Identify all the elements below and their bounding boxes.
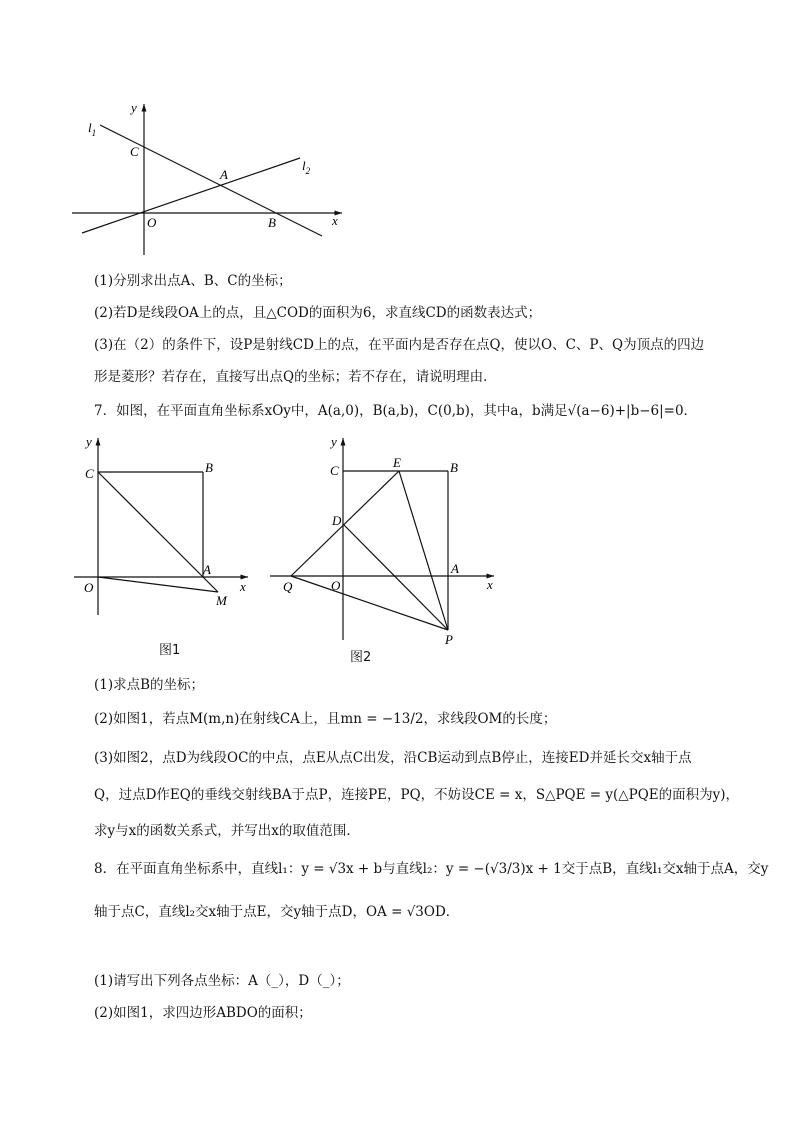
label-Q: Q	[283, 579, 293, 594]
label-y: y	[331, 434, 337, 449]
label-O: O	[84, 580, 94, 595]
segment-EQ	[291, 471, 399, 576]
label-A: A	[220, 167, 228, 182]
q6-part1: (1)分别求出点A、B、C的坐标；	[94, 273, 292, 289]
label-A: A	[203, 562, 211, 577]
figure-7-1-caption: 图1	[159, 643, 181, 658]
label-y: y	[131, 100, 137, 115]
q6-part3-line2: 形是菱形？若存在，直接写出点Q的坐标；若不存在，请说明理由．	[94, 369, 497, 385]
label-x: x	[332, 213, 338, 228]
q8-part2: (2)如图1，求四边形ABDO的面积；	[94, 1005, 312, 1021]
figure-7-2-caption: 图2	[350, 650, 372, 665]
label-M: M	[216, 593, 227, 608]
label-D: D	[332, 513, 342, 528]
label-B: B	[450, 460, 458, 475]
label-l1: $l_1$	[88, 120, 97, 138]
figure-lines-l1-l2	[60, 90, 360, 260]
figure-7-1	[70, 430, 260, 630]
q6-part3-line1: (3)在（2）的条件下，设P是射线CD上的点，在平面内是否存在点Q，使以O、C、P、Q为顶点的四边	[94, 337, 705, 353]
label-x: x	[240, 579, 246, 594]
label-C: C	[330, 463, 339, 478]
label-O: O	[331, 578, 341, 593]
label-B: B	[268, 215, 276, 230]
q8-stem-line1: 8．在平面直角坐标系中，直线l₁：y = √3x + b与直线l₂：y = −(√3/3)x + 1交于点B，直线l₁交x轴于点A，交y	[94, 861, 769, 877]
segment-QP	[291, 576, 448, 630]
segment-CA	[98, 472, 203, 577]
label-l2: $l_2$	[302, 158, 311, 176]
q6-part2: (2)若D是线段OA上的点，且△COD的面积为6，求直线CD的函数表达式；	[94, 305, 542, 321]
q7-part3-line2: Q，过点D作EQ的垂线交射线BA于点P，连接PE，PQ，不妨设CE = x，S△PQE = y(△PQE的面积为y)，	[94, 787, 740, 803]
segment-OM	[98, 577, 218, 592]
line-l1	[100, 125, 322, 236]
q7-part3-line3: 求y与x的函数关系式，并写出x的取值范围．	[94, 823, 360, 839]
q7-stem: 7．如图，在平面直角坐标系xOy中，A(a,0)，B(a,b)，C(0,b)，其中a，b满足√(a−6)+|b−6|=0．	[94, 403, 698, 419]
segment-AM	[203, 577, 218, 592]
label-C: C	[85, 466, 94, 481]
q7-part2: (2)如图1，若点M(m,n)在射线CA上，且mn = −13/2，求线段OM的长度；	[94, 711, 557, 727]
q7-part1: (1)求点B的坐标；	[94, 677, 205, 693]
label-E: E	[393, 455, 401, 470]
label-x: x	[487, 577, 493, 592]
label-B: B	[205, 460, 213, 475]
label-y: y	[86, 434, 92, 449]
label-P: P	[445, 632, 453, 645]
label-C: C	[130, 144, 139, 159]
figure-7-2	[266, 430, 506, 645]
segment-EP	[399, 471, 448, 630]
label-A: A	[451, 561, 459, 576]
label-O: O	[147, 215, 157, 230]
q7-part3-line1: (3)如图2，点D为线段OC的中点，点E从点C出发，沿CB运动到点B停止，连接ED并延长交x轴于点	[94, 750, 692, 766]
q8-part1: (1)请写出下列各点坐标：A（_），D（_）；	[94, 973, 350, 989]
q8-stem-line2: 轴于点C，直线l₂交x轴于点E，交y轴于点D，OA = √3OD．	[94, 904, 460, 920]
